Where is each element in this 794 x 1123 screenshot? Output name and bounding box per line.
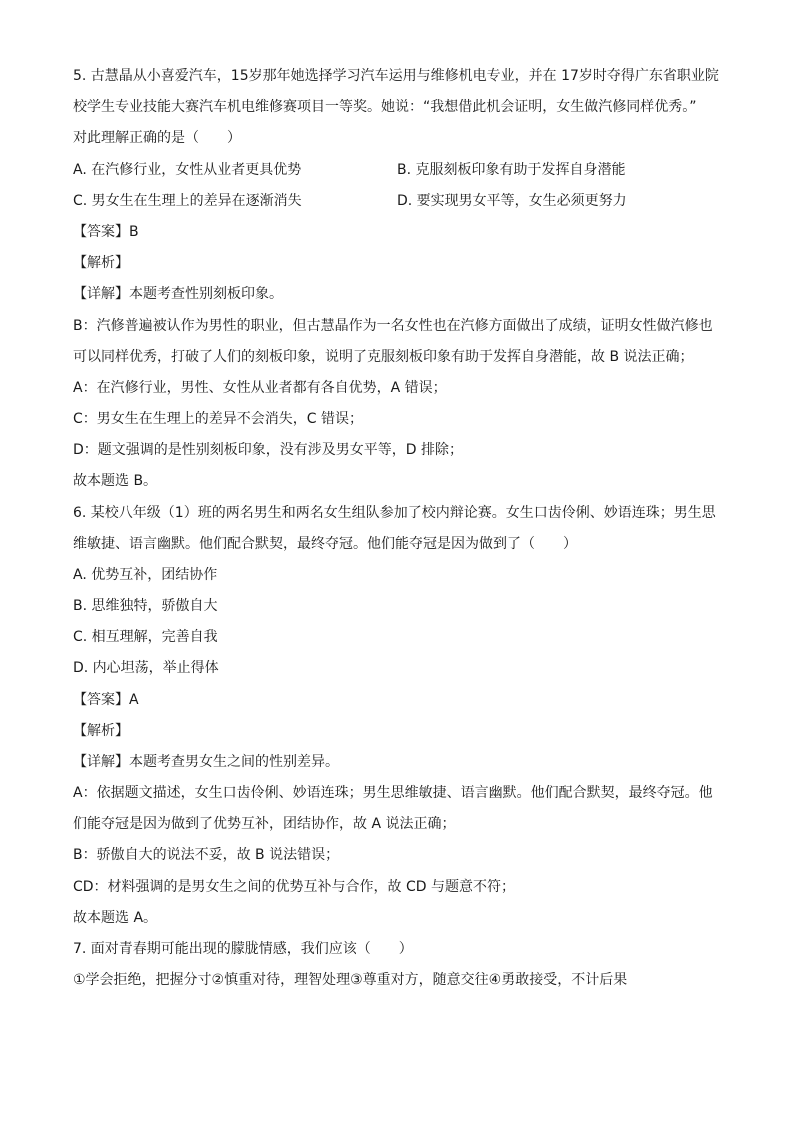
- q6-answer: 【答案】A: [73, 692, 139, 708]
- q5-detail-line-5: C：男女生在生理上的差异不会消失，C 错误；: [73, 411, 363, 427]
- q5-option-b: B. 克服刻板印象有助于发挥自身潜能: [397, 162, 626, 178]
- q5-option-c: C. 男女生在生理上的差异在逐渐消失: [73, 193, 302, 209]
- q6-detail-line-3: 们能夺冠是因为做到了优势互补，团结协作，故 A 说法正确；: [73, 816, 456, 832]
- q5-detail-line-6: D：题文强调的是性别刻板印象，没有涉及男女平等，D 排除；: [73, 442, 464, 458]
- q6-detail-line-5: CD：材料强调的是男女生之间的优势互补与合作，故 CD 与题意不符；: [73, 879, 516, 895]
- q5-option-d: D. 要实现男女平等，女生必须更努力: [397, 193, 627, 209]
- q6-option-d: D. 内心坦荡，举止得体: [73, 660, 219, 676]
- q6-option-a: A. 优势互补，团结协作: [73, 567, 218, 583]
- q6-detail-line-4: B：骄傲自大的说法不妥，故 B 说法错误；: [73, 847, 340, 863]
- q5-stem-line-2: 校学生专业技能大赛汽车机电维修赛项目一等奖。她说：“我想借此机会证明，女生做汽修同样优秀。”: [73, 99, 697, 115]
- q6-option-c: C. 相互理解，完善自我: [73, 629, 218, 645]
- q5-detail-line-4: A：在汽修行业，男性、女性从业者都有各自优势，A 错误；: [73, 380, 447, 396]
- q7-stem: 7. 面对青春期可能出现的朦胧情感，我们应该（ ）: [73, 941, 413, 957]
- q6-stem-line-2: 维敏捷、语言幽默。他们配合默契，最终夺冠。他们能夺冠是因为做到了（ ）: [73, 536, 577, 552]
- q6-detail-line-6: 故本题选 A。: [73, 910, 158, 926]
- q5-option-a: A. 在汽修行业，女性从业者更具优势: [73, 162, 302, 178]
- q5-analysis-label: 【解析】: [73, 255, 129, 271]
- q5-answer: 【答案】B: [73, 224, 139, 240]
- q5-stem-line-1: 5. 古慧晶从小喜爱汽车，15岁那年她选择学习汽车运用与维修机电专业，并在 17岁时夺得广东省职业院: [73, 68, 719, 84]
- q6-option-b: B. 思维独特，骄傲自大: [73, 598, 218, 614]
- q6-detail-line-1: 【详解】本题考查男女生之间的性别差异。: [73, 754, 339, 770]
- q5-detail-line-1: 【详解】本题考查性别刻板印象。: [73, 286, 283, 302]
- q5-detail-line-2: B：汽修普遍被认作为男性的职业，但古慧晶作为一名女性也在汽修方面做出了成绩，证明女性做汽修也: [73, 318, 713, 334]
- q7-choices: ①学会拒绝，把握分寸②慎重对待，理智处理③尊重对方，随意交往④勇敢接受，不计后果: [73, 972, 628, 988]
- q6-detail-line-2: A：依据题文描述，女生口齿伶俐、妙语连珠；男生思维敏捷、语言幽默。他们配合默契，最终夺冠。他: [73, 785, 713, 801]
- q5-detail-line-7: 故本题选 B。: [73, 473, 158, 489]
- q5-stem-line-3: 对此理解正确的是（ ）: [73, 130, 241, 146]
- q6-stem-line-1: 6. 某校八年级（1）班的两名男生和两名女生组队参加了校内辩论赛。女生口齿伶俐、妙语连珠；男生思: [73, 505, 716, 521]
- q6-analysis-label: 【解析】: [73, 723, 129, 739]
- q5-detail-line-3: 可以同样优秀，打破了人们的刻板印象，说明了克服刻板印象有助于发挥自身潜能，故 B 说法正确；: [73, 349, 694, 365]
